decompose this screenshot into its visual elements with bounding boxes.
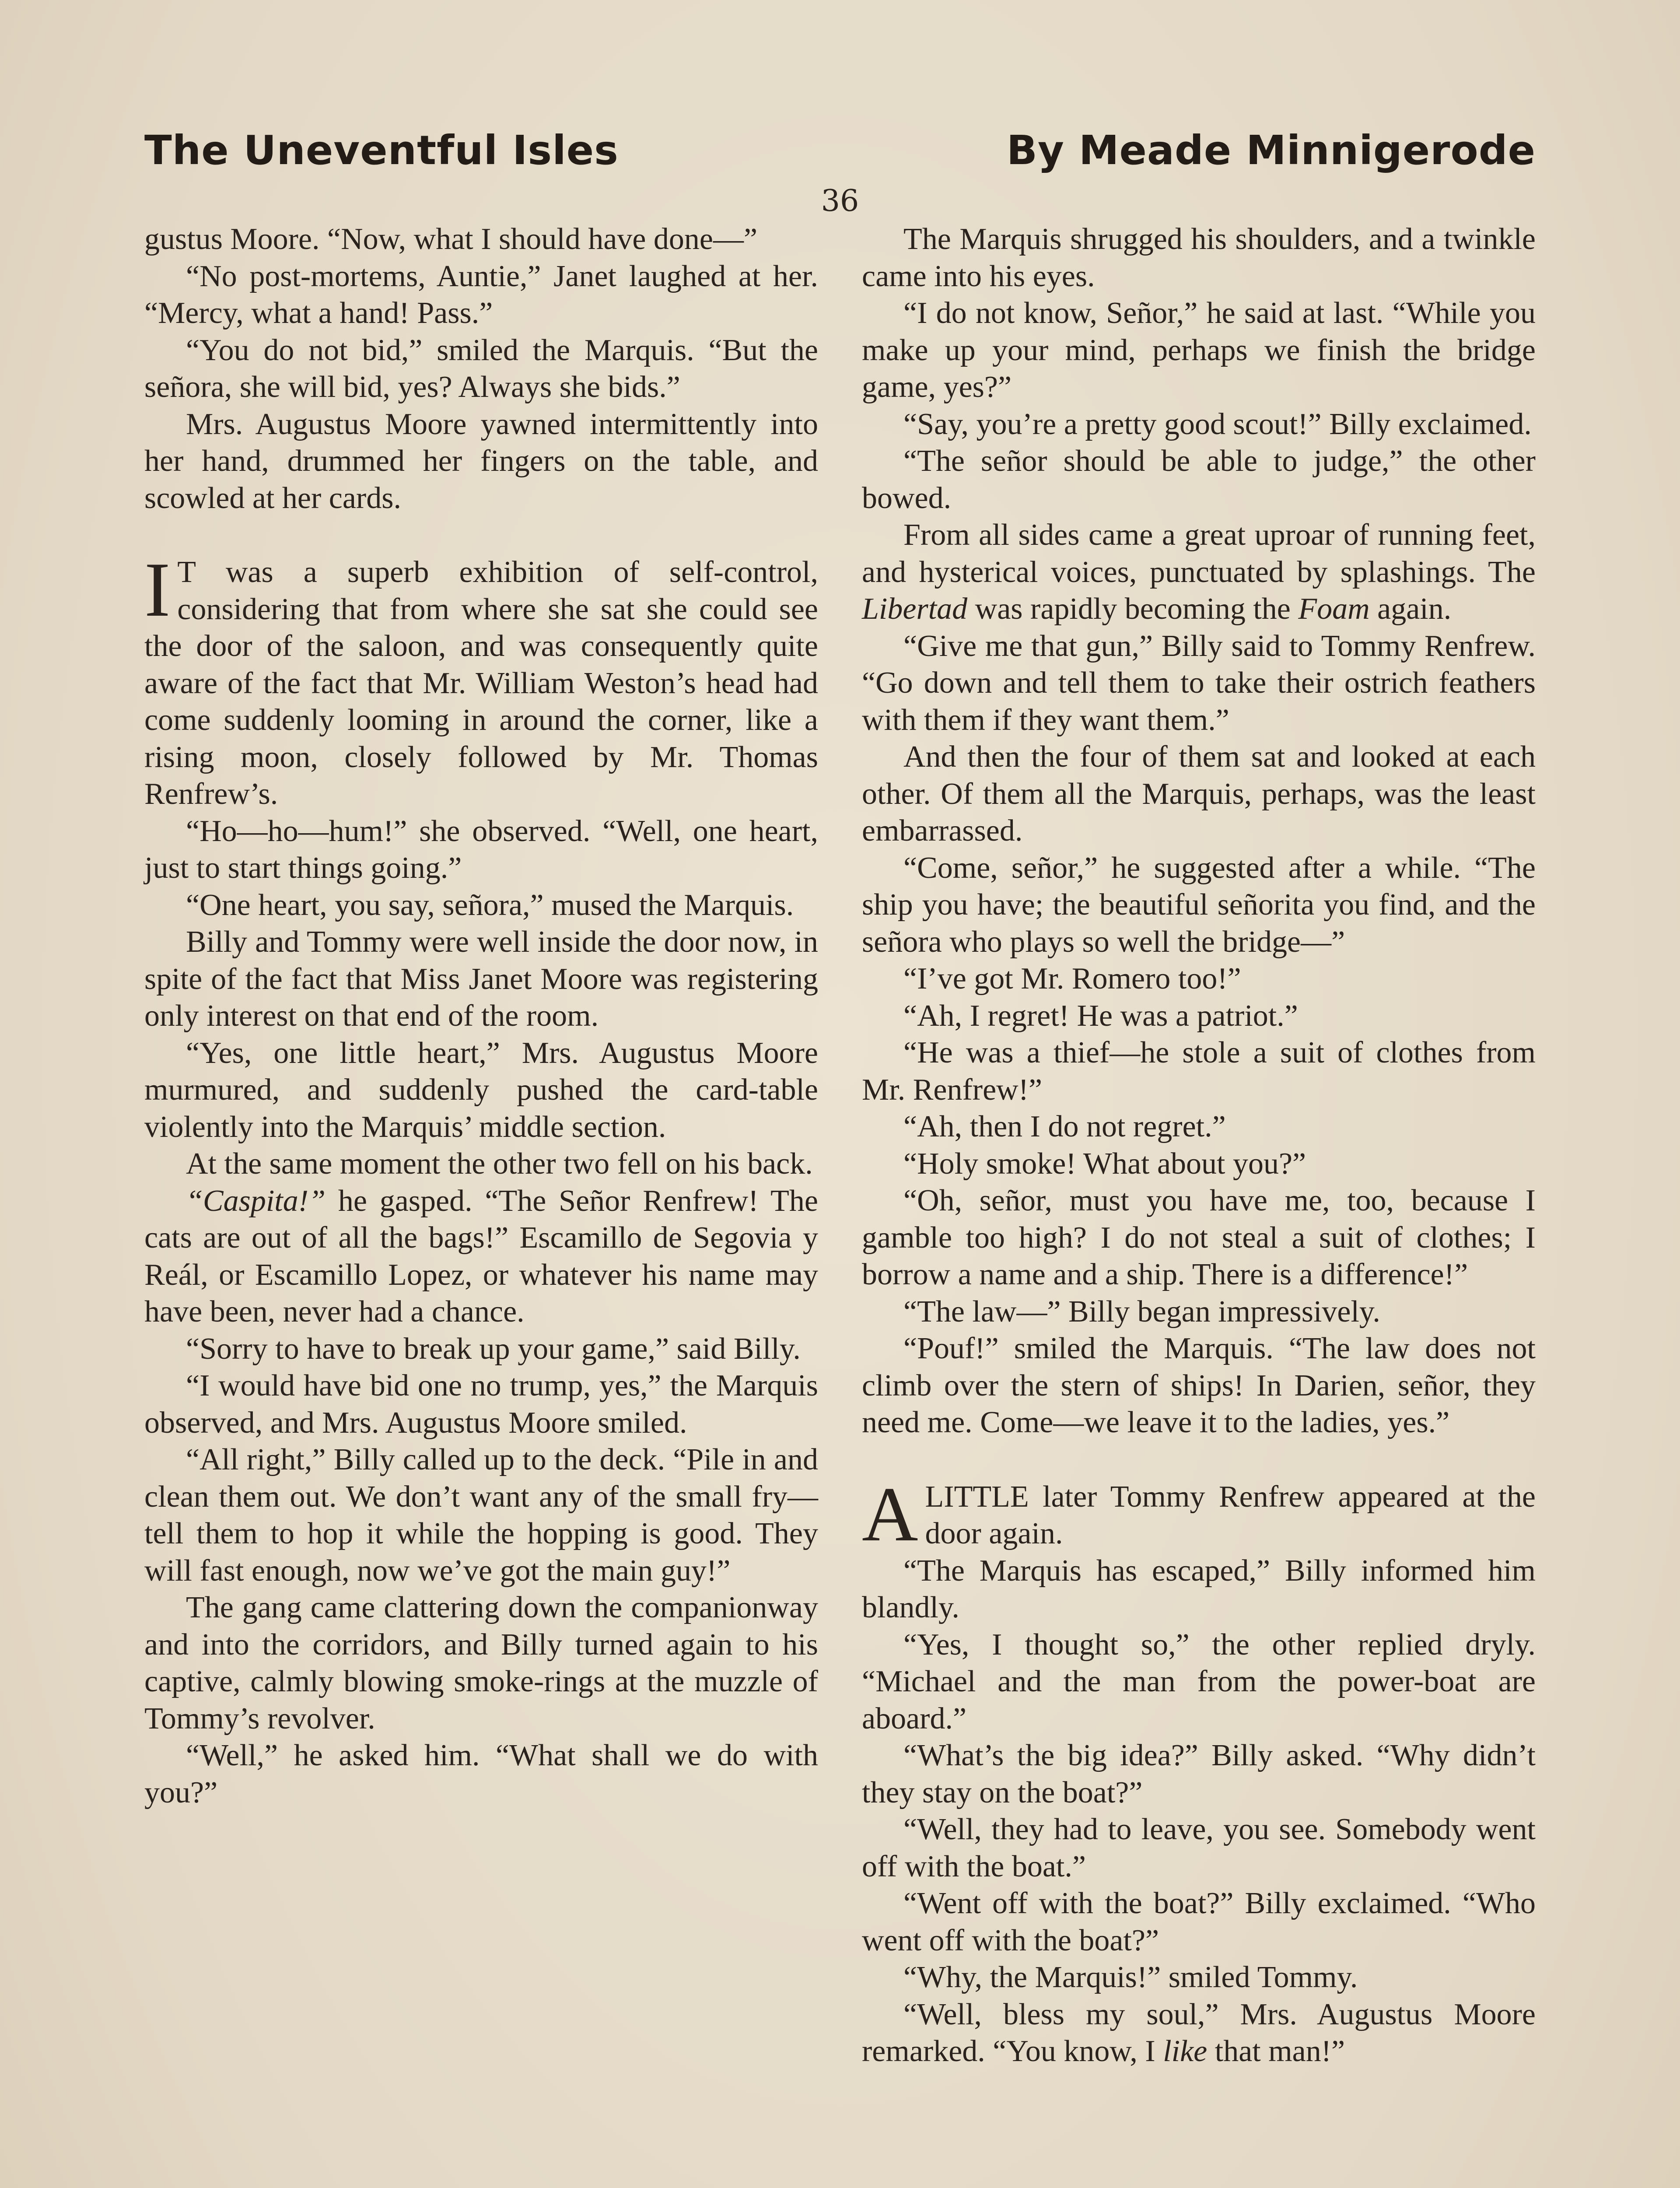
paragraph: “All right,” Billy called up to the deck. “Pile in and clean them out. We don’t want any of the small fry—tell them to hop it while the hopping is good. They will fast enough, now we’ve got the main guy!” [144,1443,818,1588]
paragraph: “Ah, then I do not regret.” [903,1110,1226,1143]
paragraph: “The law—” Billy began impressively. [903,1294,1380,1329]
paragraph [862,517,1536,628]
drop-cap: I [144,546,171,633]
paragraph-text: T was a superb exhibition of self-control, considering that from where she sat she could see the door of the saloon, and was consequently quite aware of the fact that Mr. William Weston’s head had come suddenly looming in around the corner, like a rising moon, closely followed by Mr. Thomas Renfrew’s. [144,555,818,811]
section-paragraph [862,1470,1536,1557]
paragraph: “Sorry to have to break up your game,” said Billy. [186,1332,801,1366]
paragraph [144,1183,818,1331]
paragraph-text: again. [1369,592,1452,626]
paragraph: “Oh, señor, must you have me, too, because I gamble too high? I do not steal a suit of clothes; I borrow a name and a ship. There is a difference!” [862,1184,1536,1291]
paragraph: “Ah, I regret! He was a patriot.” [903,999,1298,1033]
paragraph: The gang came clattering down the companionway and into the corridors, and Billy turned again to his captive, calmly blowing smoke-rings at the muzzle of Tommy’s revolver. [144,1591,818,1736]
paragraph: “I do not know, Señor,” he said at last. “While you make up your mind, perhaps we finish the bridge game, yes?” [862,296,1536,404]
paragraph [862,1996,1536,2070]
ship-name-libertad: Libertad [862,592,968,626]
story-title: The Uneventful Isles [144,127,619,174]
paragraph: “I would have bid one no trump, yes,” the Marquis observed, and Mrs. Augustus Moore smiled. [144,1369,818,1440]
italic-exclamation: “Caspita!” [186,1184,326,1218]
paragraph: “Say, you’re a pretty good scout!” Billy exclaimed. [903,407,1532,441]
paragraph: And then the four of them sat and looked at each other. Of them all the Marquis, perhaps, was the least embarrassed. [862,740,1536,848]
paragraph: “Pouf!” smiled the Marquis. “The law does not climb over the stern of ships! In Darien, señor, they need me. Come—we leave it to the ladies, yes.” [862,1332,1536,1439]
paragraph-text: LITTLE later Tommy Renfrew appeared at the door again. [925,1480,1536,1550]
paragraph-text: was rapidly becoming the [967,592,1298,626]
paragraph: Mrs. Augustus Moore yawned intermittently into her hand, drummed her fingers on the table, and scowled at her cards. [144,407,818,515]
paragraph: At the same moment the other two fell on his back. [186,1147,813,1181]
paragraph: “The Marquis has escaped,” Billy informed him blandly. [862,1553,1536,1624]
section-paragraph [144,546,818,813]
paragraph: gustus Moore. “Now, what I should have done—” [144,222,758,256]
paragraph: “Come, señor,” he suggested after a while. “The ship you have; the beautiful señorita you find, and the señora who plays so well the bridge—” [862,851,1536,959]
paragraph: “Ho—ho—hum!” she observed. “Well, one heart, just to start things going.” [144,814,818,885]
paragraph: “Yes, I thought so,” the other replied dryly. “Michael and the man from the power-boat are aboard.” [862,1627,1536,1736]
paragraph: “Give me that gun,” Billy said to Tommy Renfrew. “Go down and tell them to take their ostrich feathers with them if they want them.” [862,629,1536,737]
paragraph: “Went off with the boat?” Billy exclaimed. “Who went off with the boat?” [862,1886,1536,1957]
right-column [862,221,1536,2070]
paragraph-text: “Well, bless my soul,” Mrs. Augustus Moore remarked. “You know, I [862,1997,1536,2068]
paragraph: “No post-mortems, Auntie,” Janet laughed at her. “Mercy, what a hand! Pass.” [144,259,818,330]
paragraph: “Well,” he asked him. “What shall we do with you?” [144,1739,818,1809]
paragraph: “What’s the big idea?” Billy asked. “Why didn’t they stay on the boat?” [862,1739,1536,1809]
left-column [144,221,818,1811]
page-header [144,127,1536,188]
paragraph-text: he gasped. “The Señor Renfrew! The cats are out of all the bags!” Escamillo de Segovia y Reál, or Escamillo Lopez, or whatever his name may have been, never had a chance. [144,1184,818,1329]
paragraph: “Well, they had to leave, you see. Somebody went off with the boat.” [862,1813,1536,1883]
paragraph: “Yes, one little heart,” Mrs. Augustus Moore murmured, and suddenly pushed the card-table violently into the Marquis’ middle section. [144,1036,818,1144]
paragraph-text: From all sides came a great uproar of running feet, and hysterical voices, punctuated by splashings. The [862,518,1536,589]
paragraph: “The señor should be able to judge,” the other bowed. [862,444,1536,515]
ship-name-foam: Foam [1298,592,1370,626]
drop-cap: A [862,1470,918,1557]
italic-word: like [1163,2034,1208,2068]
paragraph: “One heart, you say, señora,” mused the Marquis. [186,888,794,922]
paragraph: “Why, the Marquis!” smiled Tommy. [903,1960,1358,1994]
paragraph-text: that man!” [1207,2034,1345,2068]
paragraph: The Marquis shrugged his shoulders, and a twinkle came into his eyes. [862,222,1536,293]
paragraph: “Holy smoke! What about you?” [903,1147,1306,1181]
paragraph: “He was a thief—he stole a suit of clothes from Mr. Renfrew!” [862,1036,1536,1107]
author-byline: By Meade Minnigerode [1006,127,1536,174]
page-number: 36 [821,184,859,218]
paragraph: “I’ve got Mr. Romero too!” [903,962,1241,996]
paragraph: Billy and Tommy were well inside the door now, in spite of the fact that Miss Janet Moore was registering only interest on that end of the room. [144,925,818,1033]
paragraph: “You do not bid,” smiled the Marquis. “But the señora, she will bid, yes? Always she bids.” [144,333,818,404]
